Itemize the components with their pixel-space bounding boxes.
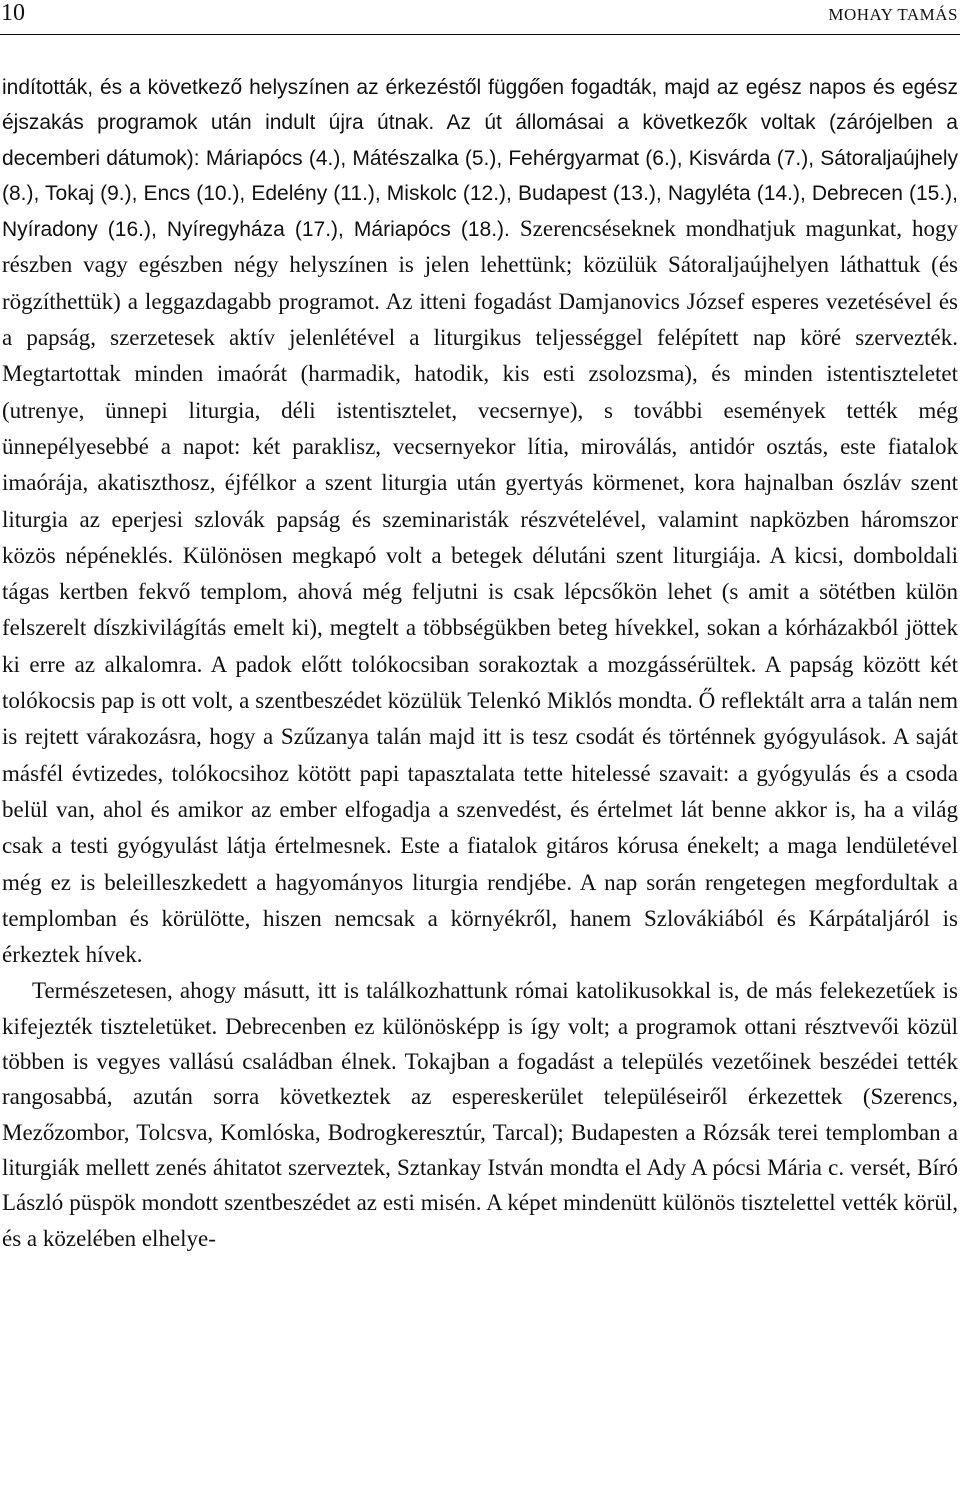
paragraph-2: Természetesen, ahogy másutt, itt is találkozhattunk római katolikusokkal is, de más felekezetűek is kifejezték tiszteletüket. Debrecenben ez különösképp is így volt; a programok ottani résztvevői közül többen is vegyes vallású családban élnek. Tokajban a fogadást a település vezetőinek beszédei tették rangosabbá, azután sorra következtek az espereskerület településeiről érkezettek (Szerencs, Mezőzombor, Tolcsva, Komlóska, Bodrogkeresztúr, Tarcal); Budapesten a Rózsák terei templomban a liturgiák mellett zenés áhitatot szerveztek, Sztankay István mondta el Ady A pócsi Mária c. versét, Bíró László püspök mondott szentbeszédet az esti misén. A képet mindenütt különös tisztelettel vették körül, és a közelében elhelye-: [2, 978, 958, 1251]
running-header: [0, 0, 960, 35]
paragraph-1: [2, 70, 958, 973]
paragraph-1-rest: Szerencséseknek mondhatjuk magunkat, hogy részben vagy egészben négy helyszínen is jelen lehettünk; közülük Sátoraljaújhelyen láthattuk (és rögzíthettük) a leggazdagabb programot. Az itteni fogadást Damjanovics József esperes vezetésével és a papság, szerzetesek aktív jelenlétével a liturgikus teljességgel felépített nap köré szervezték. Megtartottak minden imaórát (harmadik, hatodik, kis esti zsolozsma), és minden istentiszteletet (utrenye, ünnepi liturgia, déli istentisztelet, vecsernye), s további események tették még ünnepélyesebbé a napot: két paraklisz, vecsernyekor lítia, miroválás, antidór osztás, este fiatalok imaórája, akatiszthosz, éjfélkor a szent liturgia után gyertyás körmenet, kora hajnalban ószláv szent liturgia az eperjesi szlovák papság és szeminaristák részvételével, valamint napközben háromszor közös népéneklés. Különösen megkapó volt a betegek délutáni szent liturgiája. A kicsi, domboldali tágas kertben fekvő templom, ahová még feljutni is csak lépcsőkön lehet (s amit a sötétben külön felszerelt díszkivilágítás emelt ki), megtelt a többségükben beteg hívekkel, sokan a kórházakból jöttek ki erre az alkalomra. A padok előtt tolókocsiban sorakoztak a mozgássérültek. A papság között két tolókocsis pap is ott volt, a szentbeszédet közülük Telenkó Miklós mondta. Ő reflektált arra a talán nem is rejtett várakozásra, hogy a Szűzanya talán majd itt is tesz csodát és történnek gyógyulások. A saját másfél évtizedes, tolókocsihoz kötött papi tapasztalata tette hitelessé szavait: a gyógyulás és a csoda belül van, ahol és amikor az ember elfogadja a szenvedést, és értelmet lát benne akkor is, ha a világ csak a testi gyógyulást látja értelmesnek. Este a fiatalok gitáros kórusa énekelt; a maga lendületével még ez is beleilleszkedett a hagyományos liturgia rendjébe. A nap során rengetegen megfordultak a templomban és körülötte, hiszen nemcsak a környékről, hanem Szlovákiából és Kárpátaljáról is érkeztek hívek.: [2, 216, 958, 968]
running-title: MOHAY TAMÁS: [828, 5, 958, 24]
paragraph-1-lead: indították, és a következő helyszínen az érkezéstől függően fogadták, majd az egész napos és egész éjszakás programok után indult újra útnak. Az út állomásai a következők voltak (zárójelben a decemberi dátumok): Máriapócs (4.), Mátészalka (5.), Fehérgyarmat (6.), Kisvárda (7.), Sátoraljaújhely (8.), Tokaj (9.), Encs (10.), Edelény (11.), Miskolc (12.), Budapest (13.), Nagyléta (14.), Debrecen (15.), Nyíradony (16.), Nyíregyháza (17.), Máriapócs (18.).: [2, 76, 958, 242]
body-text: [2, 70, 958, 1256]
page-number: 10: [1, 0, 25, 26]
